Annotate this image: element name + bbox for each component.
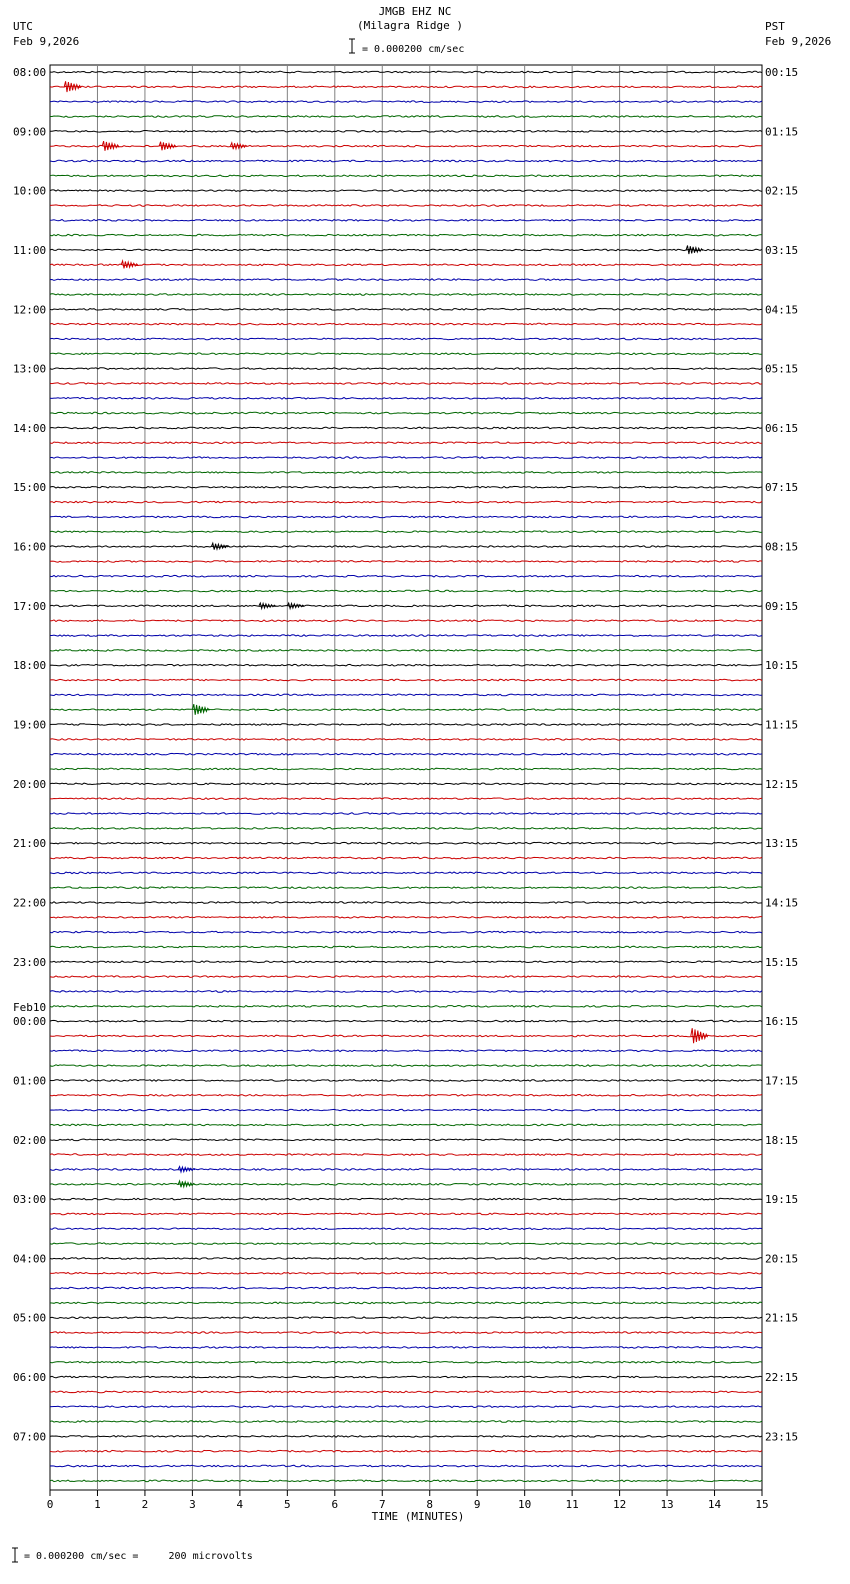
trace-line [50, 650, 762, 652]
x-tick-label: 12 [612, 1498, 627, 1511]
utc-hour-label: 09:00 [13, 125, 47, 139]
trace-line [50, 1465, 762, 1467]
utc-hour-label: 22:00 [13, 896, 47, 910]
pst-hour-label: 08:15 [765, 540, 799, 554]
trace-line [50, 709, 762, 711]
pst-hour-label: 16:15 [765, 1015, 799, 1029]
trace-line [50, 887, 762, 889]
left-timezone: UTC [13, 20, 33, 33]
pst-hour-label: 12:15 [765, 777, 799, 791]
trace-line [50, 457, 762, 459]
trace-line [50, 1391, 762, 1393]
trace-line [50, 842, 762, 844]
trace-line [50, 398, 762, 400]
utc-hour-label: 03:00 [13, 1193, 47, 1207]
pst-hour-label: 23:15 [765, 1430, 799, 1444]
trace-line [50, 1228, 762, 1230]
header-scale-text: = 0.000200 cm/sec [362, 44, 465, 55]
trace-line [50, 1272, 762, 1274]
trace-line [50, 71, 762, 73]
pst-hour-label: 19:15 [765, 1193, 799, 1207]
date-change-label: Feb10 [13, 1001, 47, 1015]
x-tick-label: 11 [565, 1498, 579, 1511]
pst-hour-label: 18:15 [765, 1133, 799, 1147]
trace-line [50, 813, 762, 815]
trace-line [50, 679, 762, 681]
trace-line [50, 442, 762, 444]
pst-hour-label: 11:15 [765, 718, 799, 732]
trace-line [50, 783, 762, 785]
right-date: Feb 9,2026 [765, 35, 832, 48]
trace-line [50, 1095, 762, 1097]
trace-line [50, 1198, 762, 1200]
pst-hour-label: 07:15 [765, 481, 799, 495]
utc-hour-label: 02:00 [13, 1133, 47, 1147]
event-burst [159, 142, 176, 151]
trace-line [50, 220, 762, 222]
trace-line [50, 427, 762, 429]
pst-hour-label: 10:15 [765, 659, 799, 673]
trace-line [50, 961, 762, 963]
footer-scale-text: = 0.000200 cm/sec = 200 microvolts [24, 1551, 253, 1562]
trace-line [50, 546, 762, 548]
trace-line [50, 798, 762, 800]
trace-line [50, 1080, 762, 1082]
trace-line [50, 309, 762, 311]
trace-line [50, 620, 762, 622]
trace-line [50, 264, 762, 266]
trace-line [50, 531, 762, 533]
utc-hour-label: 14:00 [13, 421, 47, 435]
utc-hour-label: 07:00 [13, 1430, 47, 1444]
trace-line [50, 294, 762, 296]
trace-line [50, 575, 762, 577]
trace-line [50, 131, 762, 133]
trace-line [50, 368, 762, 370]
utc-hour-label: 10:00 [13, 184, 47, 198]
trace-line [50, 1243, 762, 1245]
trace-line [50, 739, 762, 741]
trace-line [50, 234, 762, 236]
trace-line [50, 1035, 762, 1037]
trace-line [50, 753, 762, 755]
pst-hour-label: 01:15 [765, 125, 799, 139]
trace-line [50, 1258, 762, 1260]
trace-line [50, 590, 762, 592]
utc-hour-label: 20:00 [13, 777, 47, 791]
trace-line [50, 383, 762, 385]
trace-line [50, 279, 762, 281]
location-title: (Milagra Ridge ) [357, 19, 463, 32]
x-tick-label: 2 [141, 1498, 149, 1511]
trace-line [50, 1213, 762, 1215]
trace-line [50, 516, 762, 518]
utc-hour-label: 05:00 [13, 1311, 47, 1325]
trace-line [50, 1376, 762, 1378]
pst-hour-label: 17:15 [765, 1074, 799, 1088]
trace-line [50, 160, 762, 162]
trace-line [50, 1317, 762, 1319]
trace-line [50, 86, 762, 88]
pst-hour-label: 13:15 [765, 837, 799, 851]
utc-hour-label: 00:00 [13, 1015, 47, 1029]
x-tick-label: 4 [236, 1498, 244, 1511]
x-tick-label: 8 [426, 1498, 434, 1511]
x-tick-label: 10 [518, 1498, 532, 1511]
footer-scale-bar-icon [8, 1546, 20, 1564]
trace-line [50, 917, 762, 919]
trace-line [50, 1139, 762, 1141]
x-tick-label: 0 [46, 1498, 54, 1511]
trace-line [50, 1006, 762, 1008]
trace-line [50, 635, 762, 637]
utc-hour-label: 11:00 [13, 244, 47, 257]
trace-line [50, 1124, 762, 1126]
utc-hour-label: 21:00 [13, 837, 47, 851]
trace-line [50, 991, 762, 993]
x-tick-label: 15 [755, 1498, 769, 1511]
pst-hour-label: 02:15 [765, 184, 799, 198]
trace-line [50, 1302, 762, 1304]
utc-hour-label: 18:00 [13, 659, 47, 673]
trace-line [50, 353, 762, 355]
pst-hour-label: 21:15 [765, 1311, 799, 1325]
trace-line [50, 116, 762, 118]
trace-line [50, 175, 762, 177]
pst-hour-label: 20:15 [765, 1252, 799, 1266]
utc-hour-label: 19:00 [13, 718, 47, 732]
trace-line [50, 1154, 762, 1156]
x-tick-label: 14 [707, 1498, 722, 1511]
trace-line [50, 976, 762, 978]
x-tick-label: 6 [331, 1498, 339, 1511]
trace-line [50, 486, 762, 488]
x-axis-label: TIME (MINUTES) [371, 1510, 465, 1523]
pst-hour-label: 22:15 [765, 1371, 799, 1384]
utc-hour-label: 01:00 [13, 1074, 47, 1088]
trace-line [50, 1436, 762, 1438]
trace-line [50, 145, 762, 147]
pst-hour-label: 15:15 [765, 955, 799, 969]
trace-line [50, 664, 762, 666]
utc-hour-label: 08:00 [13, 66, 47, 79]
x-tick-label: 3 [189, 1498, 196, 1511]
trace-line [50, 1065, 762, 1067]
trace-line [50, 768, 762, 770]
x-tick-label: 9 [473, 1498, 481, 1511]
trace-line [50, 1109, 762, 1111]
trace-line [50, 694, 762, 696]
trace-line [50, 1287, 762, 1289]
trace-line [50, 1184, 762, 1186]
trace-line [50, 501, 762, 503]
x-tick-label: 13 [660, 1498, 674, 1511]
right-timezone: PST [765, 20, 785, 33]
trace-line [50, 412, 762, 414]
trace-line [50, 1347, 762, 1349]
trace-line [50, 872, 762, 874]
pst-hour-label: 09:15 [765, 599, 799, 613]
station-title: JMGB EHZ NC [378, 5, 452, 18]
x-tick-label: 7 [378, 1498, 386, 1511]
trace-line [50, 1332, 762, 1334]
left-date: Feb 9,2026 [13, 35, 80, 48]
trace-line [50, 1406, 762, 1408]
pst-hour-label: 06:15 [765, 421, 799, 435]
trace-line [50, 1450, 762, 1452]
trace-line [50, 561, 762, 563]
utc-hour-label: 04:00 [13, 1252, 47, 1266]
trace-line [50, 605, 762, 607]
pst-hour-label: 14:15 [765, 896, 799, 910]
trace-line [50, 1480, 762, 1482]
trace-line [50, 190, 762, 192]
trace-line [50, 205, 762, 207]
trace-line [50, 1361, 762, 1363]
utc-hour-label: 13:00 [13, 362, 47, 376]
trace-line [50, 472, 762, 474]
utc-hour-label: 23:00 [13, 955, 47, 969]
plot-frame [50, 65, 762, 1490]
trace-line [50, 1169, 762, 1171]
trace-line [50, 249, 762, 251]
utc-hour-label: 06:00 [13, 1371, 47, 1384]
trace-line [50, 946, 762, 948]
trace-line [50, 101, 762, 103]
trace-line [50, 931, 762, 933]
x-tick-label: 1 [94, 1498, 101, 1511]
trace-line [50, 828, 762, 830]
utc-hour-label: 12:00 [13, 303, 47, 317]
trace-line [50, 323, 762, 325]
pst-hour-label: 04:15 [765, 303, 799, 317]
trace-line [50, 1020, 762, 1022]
trace-line [50, 902, 762, 904]
utc-hour-label: 16:00 [13, 540, 47, 554]
pst-hour-label: 03:15 [765, 244, 799, 257]
trace-line [50, 1050, 762, 1052]
trace-line [50, 857, 762, 859]
utc-hour-label: 17:00 [13, 599, 47, 613]
pst-hour-label: 05:15 [765, 362, 799, 376]
trace-line [50, 1421, 762, 1423]
utc-hour-label: 15:00 [13, 481, 47, 495]
pst-hour-label: 00:15 [765, 66, 799, 79]
trace-line [50, 724, 762, 726]
trace-line [50, 338, 762, 340]
x-tick-label: 5 [284, 1498, 291, 1511]
